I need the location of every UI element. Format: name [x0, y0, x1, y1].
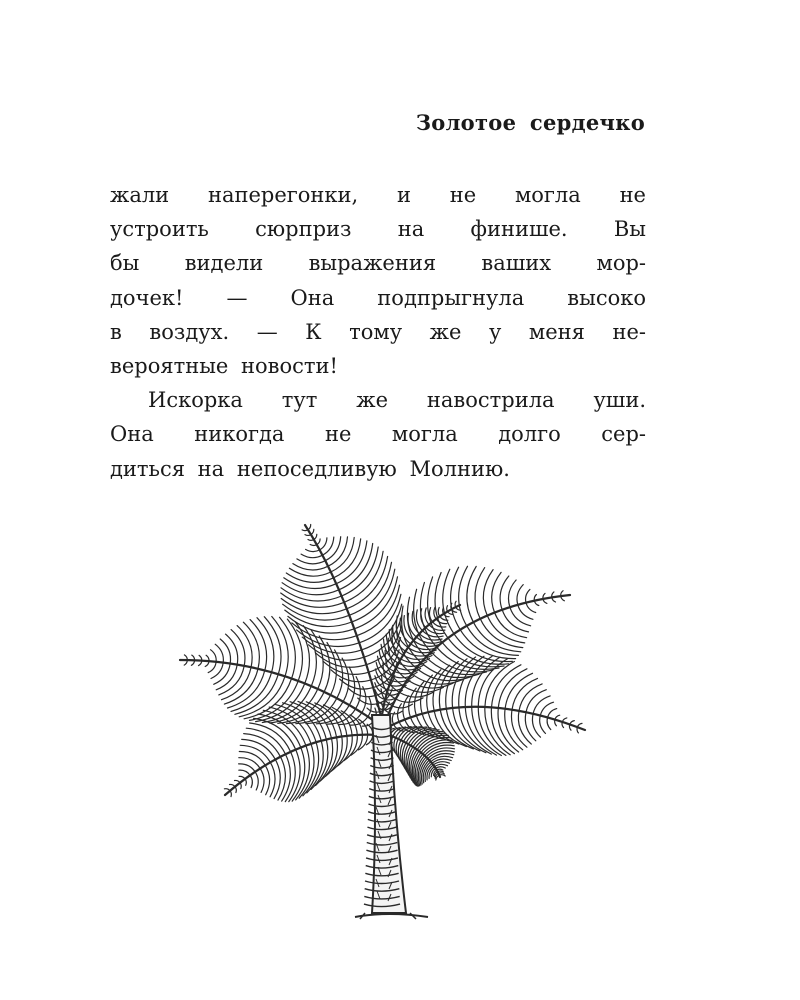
text-line: бы видели выражения ваших мор- — [110, 251, 646, 276]
text-line: дочек! — Она подпрыгнула высоко — [110, 285, 646, 310]
text-line-paragraph-start: Искорка тут же навострила уши. — [148, 388, 646, 413]
text-line: устроить сюрприз на финише. Вы — [110, 217, 646, 242]
body-text — [110, 178, 646, 486]
text-line: жали наперегонки, и не могла не — [110, 183, 646, 207]
running-header: Золотое сердечко — [415, 110, 645, 135]
text-line: Она никогда не могла долго сер- — [110, 422, 646, 447]
text-line-paragraph-end: диться на непоседливую Молнию. — [110, 456, 510, 481]
text-line-paragraph-end: вероятные новости! — [110, 353, 338, 378]
palm-tree-illustration — [160, 515, 620, 935]
text-line: в воздух. — К тому же у меня не- — [110, 319, 646, 344]
